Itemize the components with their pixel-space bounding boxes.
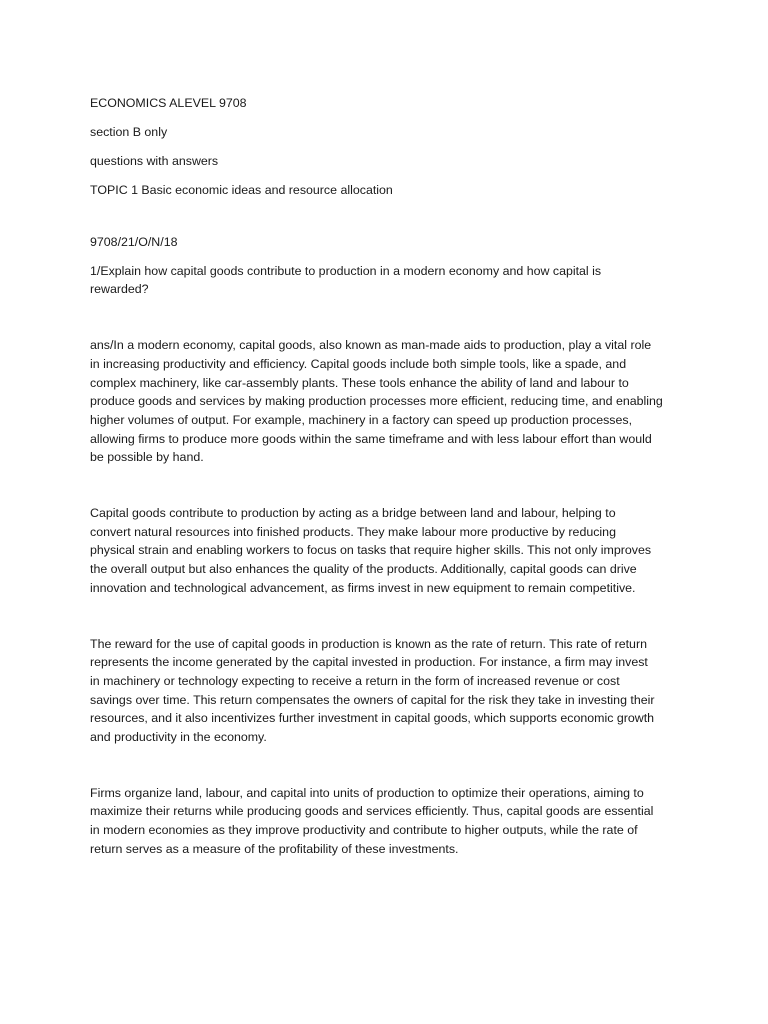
paragraph-line: the overall output but also enhances the quality of the products. Additionally, capital goods can drive [90, 562, 637, 577]
answer-paragraph-1 [90, 336, 682, 467]
paragraph-line: resources, and it also incentivizes further investment in capital goods, which supports economic growth [90, 711, 655, 726]
paper-code: 9708/21/O/N/18 [90, 234, 178, 249]
paragraph-line: Firms organize land, labour, and capital into units of production to optimize their operations, aiming to [90, 785, 644, 800]
paragraph-line: maximize their returns while producing goods and services efficiently. Thus, capital goods are essential [90, 804, 654, 819]
question-line: rewarded? [90, 282, 149, 297]
answer-paragraph-2 [90, 504, 682, 598]
paragraph-line: ans/In a modern economy, capital goods, also known as man-made aids to production, play a vital role [90, 338, 652, 353]
paragraph-line: in increasing productivity and efficiency. Capital goods include both simple tools, like a spade, and [90, 356, 627, 371]
paragraph-line: physical strain and enabling workers to focus on tasks that require higher skills. This not only improves [90, 543, 652, 558]
paragraph-line: allowing firms to produce more goods within the same timeframe and with less labour effort than would [90, 431, 652, 446]
answer-paragraph-3 [90, 635, 682, 747]
paragraph-line: produce goods and services by making production processes more efficient, reducing time, and enabling [90, 394, 663, 409]
paragraph-line: and productivity in the economy. [90, 730, 267, 745]
paragraph-line: The reward for the use of capital goods in production is known as the rate of return. This rate of return [90, 636, 647, 651]
paragraph-line: be possible by hand. [90, 450, 204, 465]
paragraph-line: represents the income generated by the capital invested in production. For instance, a firm may invest [90, 655, 648, 670]
question-line: 1/Explain how capital goods contribute to production in a modern economy and how capital is [90, 263, 602, 278]
paragraph-line: complex machinery, like car-assembly plants. These tools enhance the ability of land and labour to [90, 375, 629, 390]
paragraph-line: in machinery or technology expecting to receive a return in the form of increased revenue or cost [90, 673, 620, 688]
subtitle: questions with answers [90, 154, 219, 168]
section-note: section B only [90, 125, 168, 139]
paragraph-line: Capital goods contribute to production by acting as a bridge between land and labour, helping to [90, 506, 616, 521]
document-page [90, 94, 682, 859]
topic-heading: TOPIC 1 Basic economic ideas and resource allocation [90, 183, 393, 197]
answer-paragraph-4 [90, 784, 682, 859]
paragraph-line: in modern economies as they improve productivity and contribute to higher outputs, while the rate of [90, 823, 638, 838]
paragraph-line: innovation and technological advancement, as firms invest in new equipment to remain competitive. [90, 580, 636, 595]
paragraph-line: higher volumes of output. For example, machinery in a factory can speed up production processes, [90, 412, 633, 427]
paragraph-line: convert natural resources into finished products. They make labour more productive by reducing [90, 524, 616, 539]
paragraph-line: return serves as a measure of the profitability of these investments. [90, 841, 459, 856]
document-title: ECONOMICS ALEVEL 9708 [90, 96, 247, 110]
question-block [90, 262, 682, 299]
paragraph-line: savings over time. This return compensates the owners of capital for the risk they take in investing their [90, 692, 655, 707]
